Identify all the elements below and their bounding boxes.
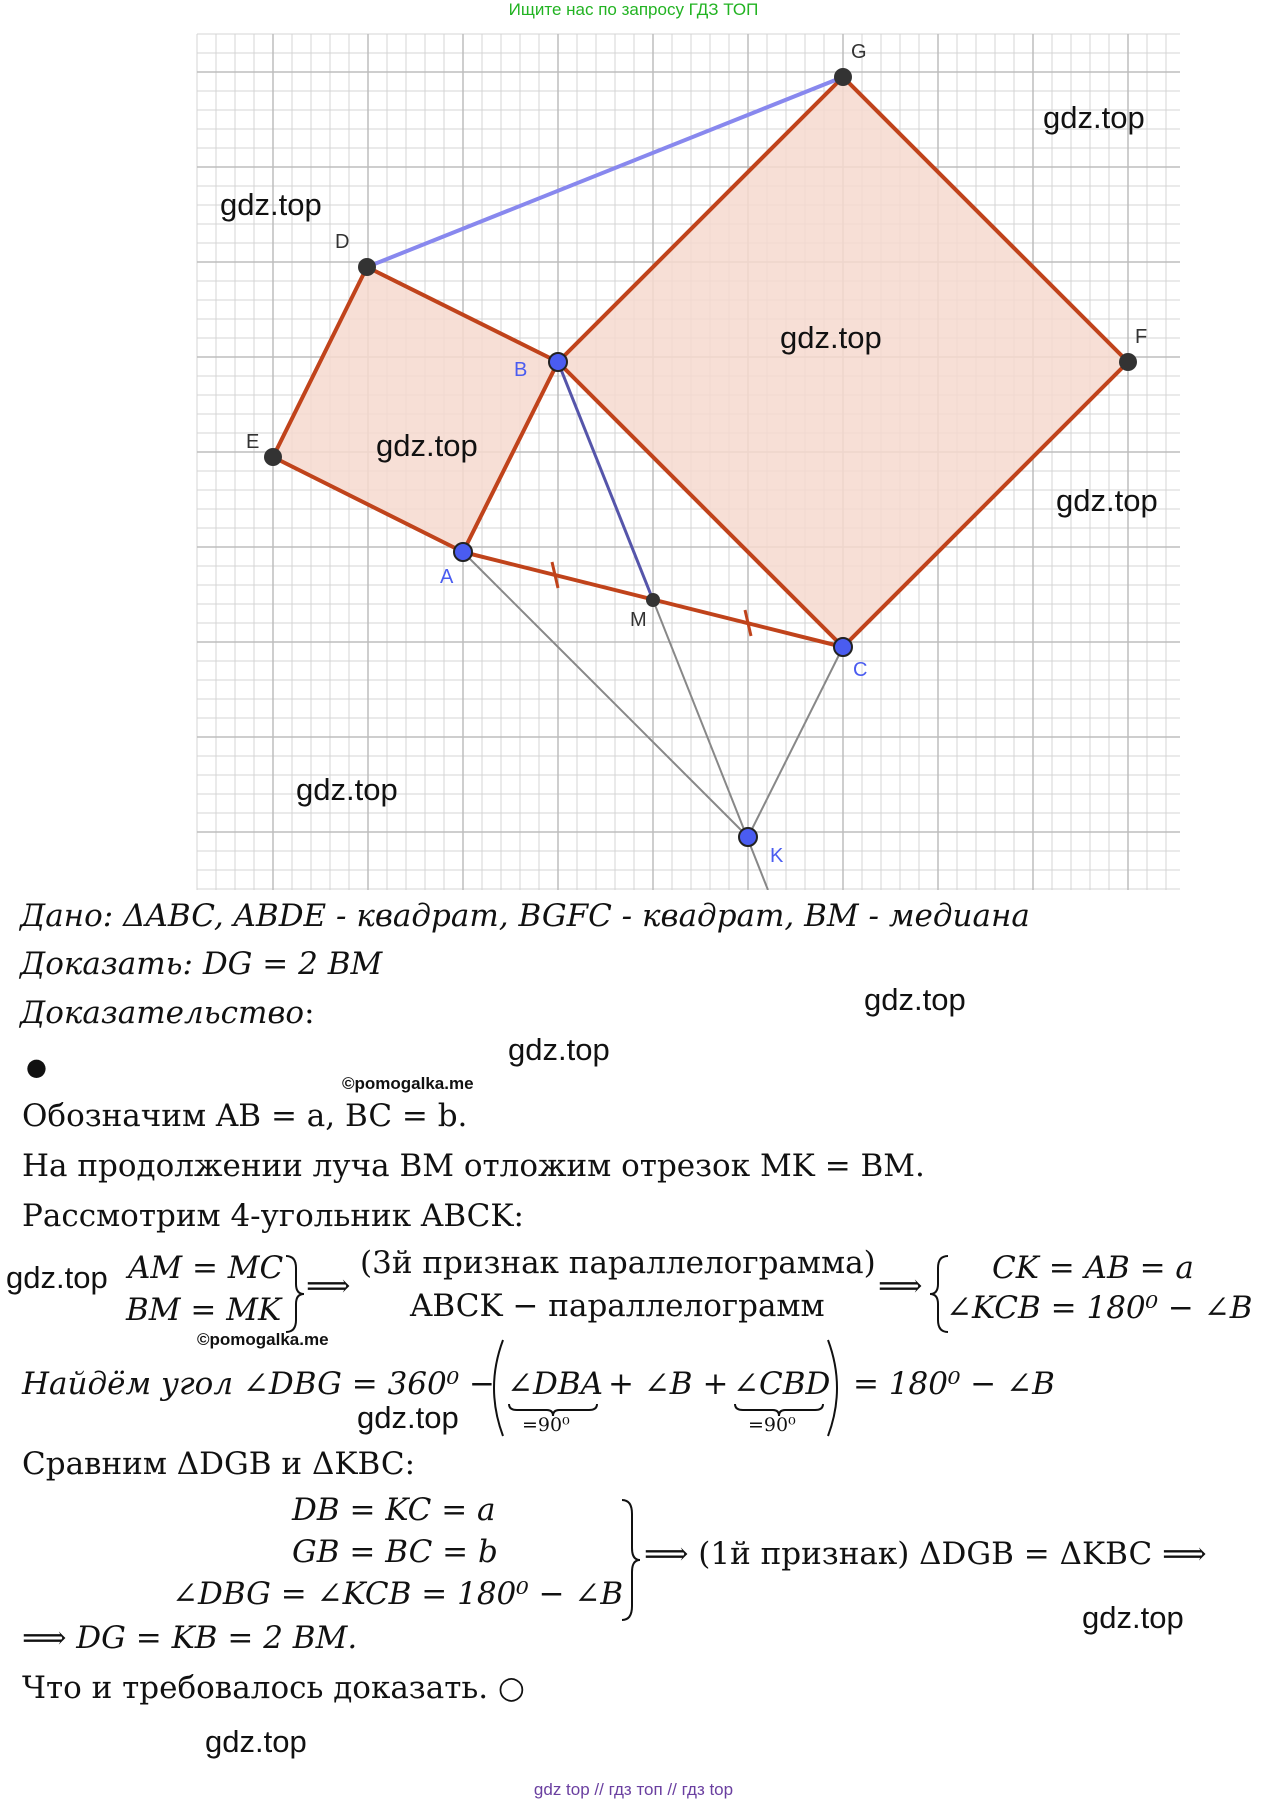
given-label: Дано: [20, 898, 103, 934]
conclusion-line: ⟹ DG = KB = 2 BM.: [22, 1620, 358, 1656]
watermark: gdz.top: [780, 320, 882, 355]
top-banner: Ищите нас по запросу ГДЗ ТОП: [508, 0, 759, 19]
point-d: [358, 258, 376, 276]
compare-line: Сравним ΔDGB и ΔKBC:: [22, 1446, 416, 1482]
label-g: G: [851, 41, 867, 63]
line-ck: [748, 647, 843, 837]
label-m: M: [630, 609, 647, 631]
point-g: [834, 68, 852, 86]
watermark: gdz.top: [1082, 1600, 1184, 1635]
system3-eq-1: DB = KC = a: [292, 1492, 496, 1528]
watermark: gdz.top: [1056, 483, 1158, 518]
watermark: gdz.top: [508, 1032, 610, 1067]
watermark: gdz.top: [376, 428, 478, 463]
prove-line: [20, 946, 382, 982]
bottom-banner: gdz top // гдз топ // гдз top: [533, 1780, 734, 1799]
point-f: [1119, 353, 1137, 371]
qed-line: Что и требовалось доказать. ○: [22, 1670, 525, 1706]
copyright: ©pomogalka.me: [197, 1330, 329, 1349]
square-bgfc: [558, 77, 1128, 647]
paren-right: [826, 1338, 848, 1438]
proof-label: Доказательство: [20, 995, 305, 1031]
proof-line: [20, 995, 315, 1031]
system2-eq-a: CK = AB = a: [992, 1250, 1194, 1286]
point-e: [264, 448, 282, 466]
system1-eq-a: AM = MC: [128, 1250, 284, 1286]
angle-prefix: Найдём угол ∠DBG = 360⁰ −: [22, 1366, 495, 1402]
watermark: gdz.top: [6, 1260, 108, 1295]
underbrace-label-2: =90⁰: [748, 1414, 796, 1436]
line-consider: Рассмотрим 4-угольник ABCK:: [22, 1198, 524, 1234]
label-e: E: [246, 431, 260, 453]
system1-eq-b: BM = MK: [126, 1292, 282, 1328]
watermark: gdz.top: [357, 1400, 459, 1435]
watermark: gdz.top: [1043, 100, 1145, 135]
angle-cbd: ∠CBD: [733, 1366, 831, 1402]
watermark: gdz.top: [864, 982, 966, 1017]
paren-left: [483, 1338, 505, 1438]
point-k: [739, 828, 757, 846]
label-a: A: [440, 566, 454, 588]
watermark: gdz.top: [296, 772, 398, 807]
point-c: [834, 638, 852, 656]
given-line: [20, 898, 1030, 934]
point-m: [646, 593, 660, 607]
line-denote: Обозначим AB = a, BC = b.: [22, 1098, 468, 1134]
arrow-1: ⟹: [306, 1268, 351, 1304]
parallelogram-result: ABCK − параллелограмм: [410, 1288, 825, 1324]
system3-eq-2: GB = BC = b: [292, 1534, 498, 1570]
copyright: ©pomogalka.me: [342, 1074, 474, 1093]
watermark: gdz.top: [205, 1724, 307, 1759]
bullet: ●: [26, 1053, 47, 1081]
label-b: B: [514, 359, 528, 381]
label-d: D: [335, 231, 350, 253]
label-c: C: [853, 659, 868, 681]
label-k: K: [770, 845, 784, 867]
underbrace-label-1: =90⁰: [522, 1414, 570, 1436]
arrow-2: ⟹: [878, 1268, 923, 1304]
label-f: F: [1135, 326, 1148, 348]
proof-colon: :: [304, 995, 315, 1031]
angle-result: = 180⁰ − ∠B: [853, 1366, 1055, 1402]
sign-1-line: ⟹ (1й признак) ΔDGB = ΔKBC ⟹: [644, 1536, 1207, 1572]
system3-brace: [618, 1498, 642, 1622]
system2-eq-b: ∠KCB = 180⁰ − ∠B: [946, 1290, 1253, 1326]
angle-dba: ∠DBA: [507, 1366, 603, 1402]
system3-eq-3: ∠DBG = ∠KCB = 180⁰ − ∠B: [172, 1576, 624, 1612]
point-a: [454, 543, 472, 561]
given-body: : ΔABC, ABDE - квадрат, BGFC - квадрат, BM - медиана: [102, 898, 1030, 934]
angle-plus: + ∠B +: [608, 1366, 729, 1402]
prove-label: Доказать: [20, 946, 183, 982]
system1-brace: [282, 1254, 306, 1334]
line-extend: На продолжении луча BM отложим отрезок MK = BM.: [22, 1148, 925, 1184]
watermark: gdz.top: [220, 187, 322, 222]
prove-body: : DG = 2 BM: [182, 946, 383, 982]
sign-3: (3й признак параллелограмма): [360, 1245, 876, 1281]
point-b: [549, 353, 567, 371]
